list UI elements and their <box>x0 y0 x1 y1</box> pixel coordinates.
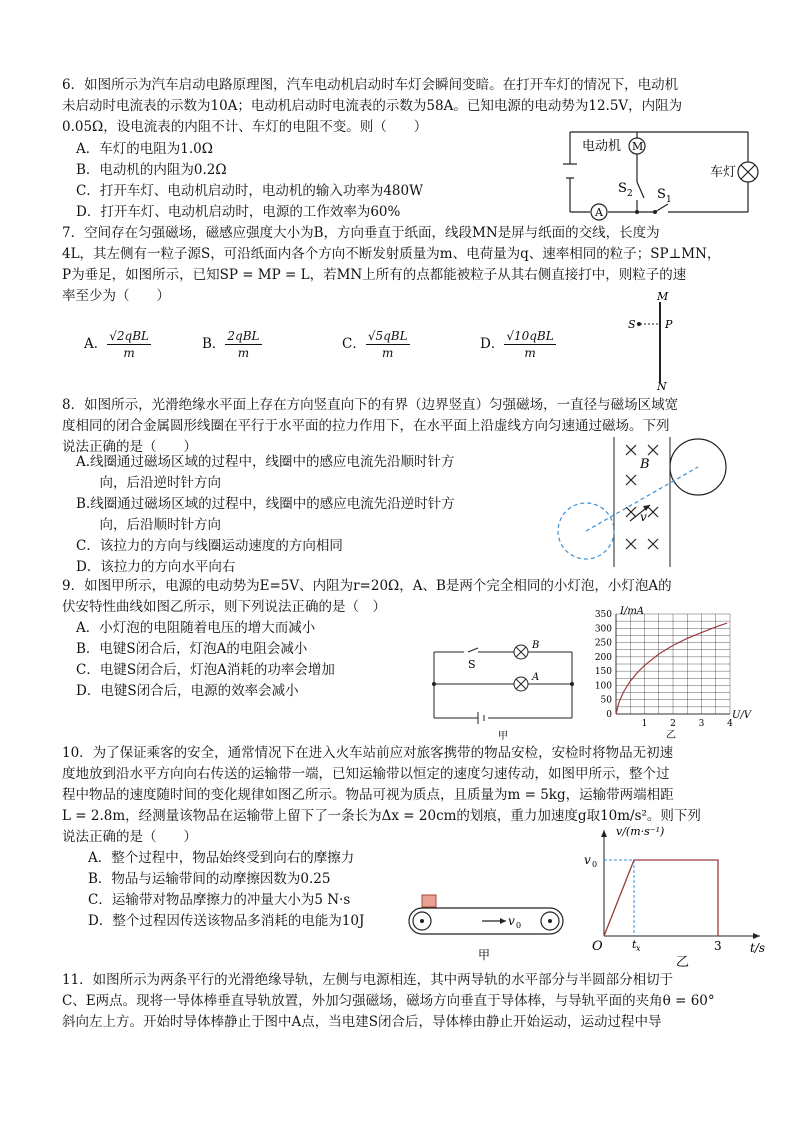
option-7b-denominator: m <box>237 346 250 360</box>
q9-ytick-label: 250 <box>594 638 612 649</box>
option-8a-cont: 向，后沿逆时针方向 <box>86 475 221 491</box>
option-7d-numerator: √10qBL <box>506 329 554 343</box>
question-7-line-4: 率至少为（ ） <box>62 288 170 304</box>
q9-ytick-label: 50 <box>600 695 612 706</box>
s1-sub: 1 <box>666 195 672 205</box>
q10-t3: 3 <box>714 939 722 953</box>
option-7a <box>84 328 151 361</box>
option-9b: B．电键S闭合后，灯泡A的电阻会减小 <box>76 641 308 657</box>
s1-label: S <box>657 187 666 202</box>
q10-ylabel: v/(m·s⁻¹) <box>616 825 665 838</box>
q7-s-label: S <box>628 318 636 331</box>
q9-iv-chart <box>590 602 770 740</box>
ammeter-label: A <box>595 206 603 219</box>
q9-s-label: S <box>468 658 476 671</box>
s2-sub: 2 <box>627 189 633 199</box>
option-7b <box>202 328 262 361</box>
question-6-line-2: 未启动时电流表的示数为10A；电动机启动时电流表的示数为58A。已知电源的电动势为12.5V，内阻为 <box>62 98 683 114</box>
option-9d: D．电键S闭合后，电源的效率会减小 <box>76 683 299 699</box>
q10-tx-sub: x <box>636 944 641 953</box>
question-9-line-1: 9．如图甲所示，电源的电动势为E=5V、内阻为r=20Ω，A、B是两个完全相同的小灯泡，小灯泡A的 <box>62 578 672 594</box>
q9-ytick-label: 200 <box>594 652 612 663</box>
q9-iv-curve <box>616 623 727 714</box>
q9-ytick-label: 0 <box>606 710 612 720</box>
q9-b-label: B <box>532 640 540 651</box>
motor-label: 电动机 <box>582 139 622 154</box>
question-11-line-2: C、E两点。现将一导体棒垂直导轨放置，外加匀强磁场，磁场方向垂直于导体棒，与导轨平面的夹角θ = 60° <box>62 993 715 1009</box>
q8-v-label: v <box>640 510 647 524</box>
question-10-line-4: L = 2.8m，经测量该物品在运输带上留下了一条长为Δx = 20cm的划痕，重力加速度g取10m/s²。则下列 <box>62 808 701 824</box>
question-9-line-2: 伏安特性曲线如图乙所示，则下列说法正确的是（ ） <box>62 599 386 615</box>
option-7c-letter: C． <box>342 336 366 352</box>
option-7c <box>342 328 410 361</box>
option-8c: C．该拉力的方向与线圈运动速度的方向相同 <box>76 538 343 554</box>
question-6-options <box>76 139 423 223</box>
option-8a: A.线圈通过磁场区域的过程中，线圈中的感应电流先沿顺时针方 <box>76 454 455 470</box>
q7-p-label: P <box>665 318 673 331</box>
q10-conveyor-diagram <box>408 893 568 965</box>
option-6b: B．电动机的内阻为0.2Ω <box>76 162 227 178</box>
q10-v0-sub: 0 <box>516 921 522 930</box>
q9-xtick-label: 4 <box>727 719 733 729</box>
q9-ytick-label: 100 <box>594 681 612 692</box>
q10-vt-line <box>604 860 718 936</box>
q9-ylabel: I/mA <box>620 606 645 617</box>
option-8d: D．该拉力的方向水平向右 <box>76 559 236 575</box>
q10-y-v0-sub: 0 <box>592 860 598 869</box>
option-7c-numerator: √5qBL <box>367 329 408 343</box>
option-7a-denominator: m <box>123 346 135 360</box>
q10-yi-label: 乙 <box>676 955 690 970</box>
question-7-line-2: 4L，其左侧有一粒子源S，可沿纸面内各个方向不断发射质量为m、电荷量为q、速率相同的粒子；SP⊥MN， <box>62 246 721 262</box>
q9-xtick-label: 3 <box>698 719 705 729</box>
option-6c: C．打开车灯、电动机启动时，电动机的输入功率为480W <box>76 183 423 199</box>
q9-ytick-label: 350 <box>594 610 612 620</box>
q10-y-v0: v <box>584 853 591 867</box>
option-7d-denominator: m <box>524 346 536 360</box>
option-7b-letter: B． <box>202 336 226 352</box>
q9-ytick-label: 300 <box>594 624 612 635</box>
q9-jia-label: 甲 <box>498 731 508 740</box>
option-6d: D．打开车灯、电动机启动时，电源的工作效率为60% <box>76 204 401 220</box>
question-7-line-3: P为垂足，如图所示，已知SP = MP = L，若MN上所有的点都能被粒子从其右侧直接打中，则粒子的速 <box>62 267 687 283</box>
lamp-label: 车灯 <box>710 165 737 180</box>
q10-xlabel: t/s <box>750 941 766 955</box>
question-8-line-1: 8．如图所示，光滑绝缘水平面上存在方向竖直向下的有界（边界竖直）匀强磁场，一直径与磁场区域宽 <box>62 397 679 413</box>
q10-tx: t <box>632 938 637 951</box>
question-6-line-1: 6．如图所示为汽车启动电路原理图，汽车电动机启动时车灯会瞬间变暗。在打开车灯的情况下，电动机 <box>62 77 679 93</box>
q8-magnetic-field-diagram <box>530 435 750 570</box>
q7-m-label: M <box>657 290 669 303</box>
question-9-options <box>76 618 335 702</box>
question-11-line-3: 斜向左上方。开始时导体棒静止于图中A点，当电建S闭合后，导体棒由静止开始运动，运动过程中导 <box>62 1014 662 1030</box>
q9-xtick-label: 2 <box>670 719 676 729</box>
option-7d <box>480 328 556 361</box>
q10-vt-chart <box>580 820 780 970</box>
option-7a-letter: A． <box>84 336 108 352</box>
q6-circuit-diagram <box>560 124 760 224</box>
option-9a: A．小灯泡的电阻随着电压的增大而减小 <box>76 620 316 636</box>
question-8-line-2: 度相同的闭合金属圆形线圈在平行于水平面的拉力作用下，在水平面上沿虚线方向匀速通过磁场。下列 <box>62 418 670 434</box>
q9-yi-label: 乙 <box>666 730 676 740</box>
question-10-line-2: 度地放到沿水平方向向右传送的运输带一端，已知运输带以恒定的速度匀速传动，如图甲所示，整个过 <box>62 766 670 782</box>
question-10-line-5: 说法正确的是（ ） <box>62 829 197 845</box>
option-7a-numerator: √2qBL <box>109 329 149 343</box>
q9-circuit-diagram <box>428 640 578 740</box>
q10-origin: O <box>592 939 603 954</box>
option-8b: B.线圈通过磁场区域的过程中，线圈中的感应电流先沿逆时针方 <box>76 496 455 512</box>
question-10-options <box>88 848 364 932</box>
q9-a-label: A <box>532 672 540 683</box>
motor-m-label: M <box>632 140 644 153</box>
q10-jia-label: 甲 <box>478 948 491 962</box>
question-7-line-1: 7．空间存在匀强磁场，磁感应强度大小为B，方向垂直于纸面，线段MN是屏与纸面的交线，长度为 <box>62 225 660 241</box>
q8-b-label: B <box>640 457 650 472</box>
q9-xlabel: U/V <box>732 710 752 721</box>
option-10d: D．整个过程因传送该物品多消耗的电能为10J <box>88 913 365 929</box>
question-11-stem <box>62 970 715 1033</box>
option-7d-letter: D． <box>480 336 505 352</box>
q10-v0-label: v <box>508 914 515 928</box>
q7-n-label: N <box>657 380 667 390</box>
question-8-options <box>76 452 455 578</box>
option-6a: A．车灯的电阻为1.0Ω <box>76 141 213 157</box>
option-7b-numerator: 2qBL <box>227 329 260 343</box>
option-7c-denominator: m <box>382 346 394 360</box>
s2-label: S <box>618 181 627 196</box>
q9-xtick-label: 1 <box>641 719 648 729</box>
option-10c: C．运输带对物品摩擦力的冲量大小为5 N·s <box>88 892 351 908</box>
option-10a: A．整个过程中，物品始终受到向右的摩擦力 <box>88 850 355 866</box>
question-6-line-3: 0.05Ω，设电流表的内阻不计、车灯的电阻不变。则（ ） <box>62 119 428 135</box>
question-9-stem <box>62 576 672 618</box>
option-9c: C．电键S闭合后，灯泡A消耗的功率会增加 <box>76 662 335 678</box>
question-8-line-3: 说法正确的是（ ） <box>62 439 197 455</box>
question-10-line-1: 10．为了保证乘客的安全，通常情况下在进入火车站前应对旅客携带的物品安检，安检时将物品无初速 <box>62 745 674 761</box>
option-10b: B．物品与运输带间的动摩擦因数为0.25 <box>88 871 331 887</box>
option-8b-cont: 向，后沿顺时针方向 <box>86 517 221 533</box>
q9-ytick-label: 150 <box>594 667 612 678</box>
question-10-line-3: 程中物品的速度随时间的变化规律如图乙所示。物品可视为质点，且质量为m = 5kg，运输带两端相距 <box>62 787 674 803</box>
q7-screen-diagram <box>620 290 680 390</box>
question-11-line-1: 11．如图所示为两条平行的光滑绝缘导轨，左侧与电源相连，其中两导轨的水平部分与半圆部分相切于 <box>62 972 674 988</box>
